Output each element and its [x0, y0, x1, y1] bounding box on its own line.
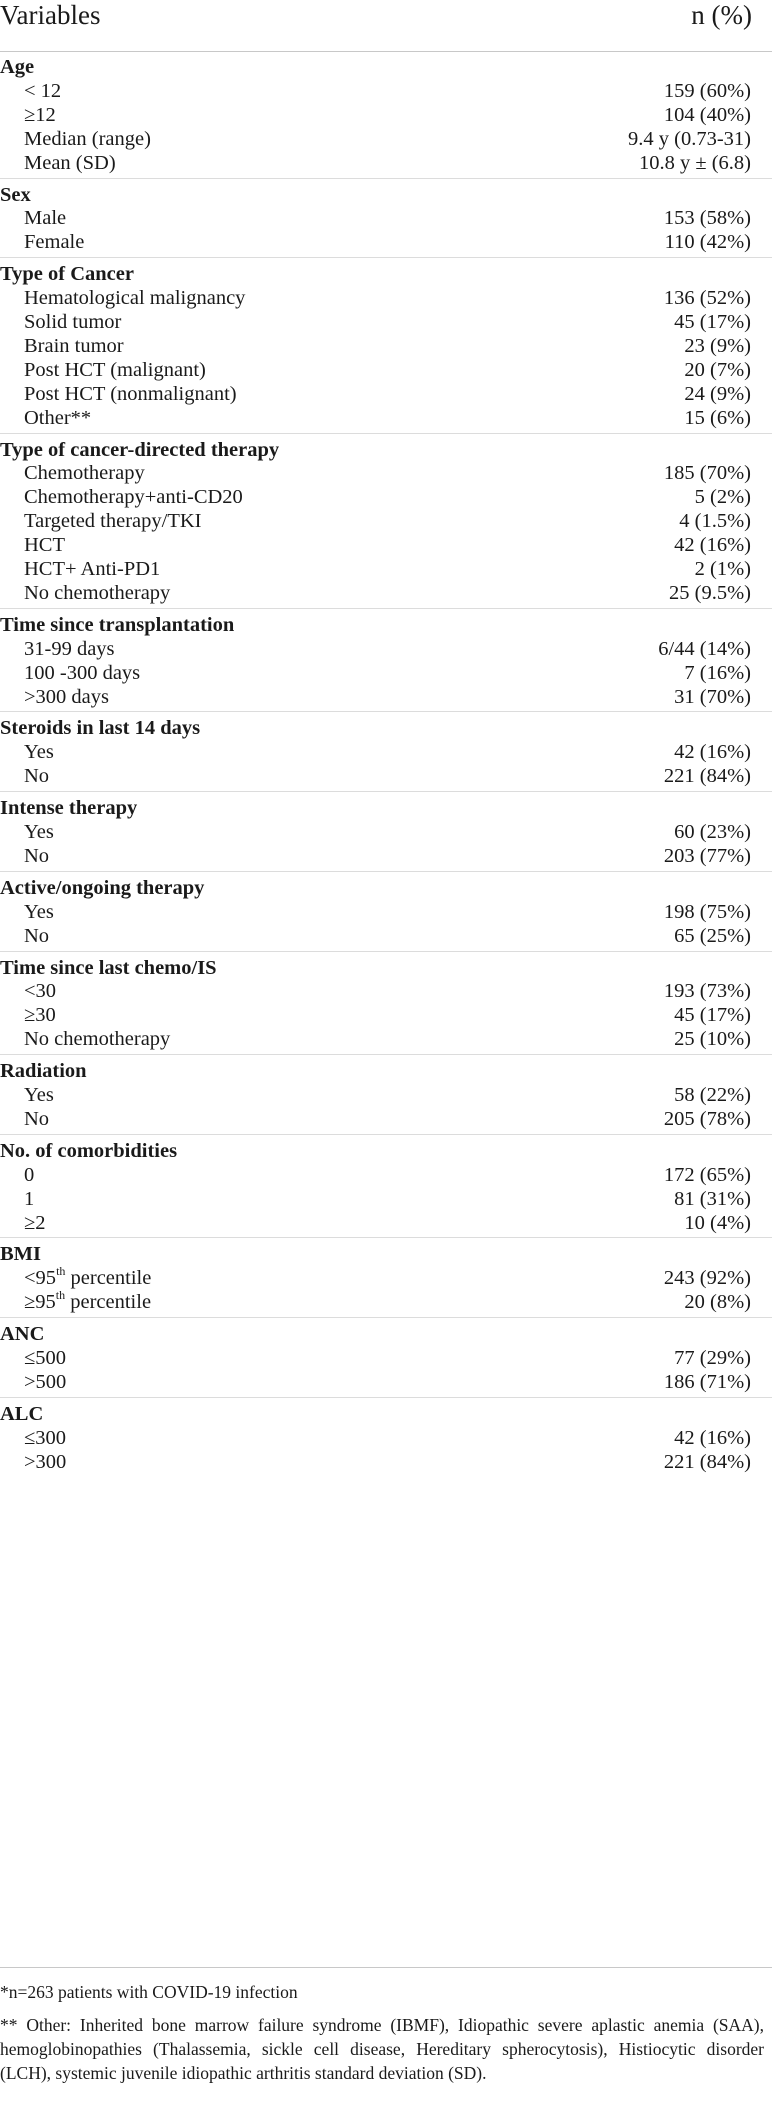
section-heading: BMI	[0, 1243, 41, 1266]
row-value: 159 (60%)	[663, 79, 751, 102]
table-row	[0, 577, 772, 609]
row-value: 42 (16%)	[674, 741, 751, 764]
row-label: Chemotherapy	[24, 462, 145, 485]
row-label: Post HCT (nonmalignant)	[24, 382, 237, 405]
row-value: 24 (9%)	[684, 382, 751, 405]
row-label: Solid tumor	[24, 311, 122, 333]
row-label	[24, 1286, 151, 1318]
variables-column-header: Variables	[0, 0, 101, 30]
row-value: 42 (16%)	[674, 1426, 751, 1449]
row-value: 110 (42%)	[664, 231, 751, 254]
row-label: Yes	[24, 821, 54, 843]
row-label: Yes	[24, 1084, 54, 1106]
row-label: Yes	[24, 900, 54, 923]
row-value: 6/44 (14%)	[658, 637, 751, 660]
row-value: 45 (17%)	[674, 1004, 751, 1027]
table-row	[0, 760, 772, 792]
row-label-superscript: th	[55, 1288, 66, 1303]
row-label-text: ≥95	[24, 1291, 56, 1314]
row-value: 25 (9.5%)	[669, 581, 751, 604]
row-value: 172 (65%)	[663, 1163, 751, 1186]
row-value: 193 (73%)	[663, 980, 751, 1003]
row-label: Male	[24, 207, 67, 230]
row-value: 15 (6%)	[684, 406, 751, 429]
section-heading: Time since transplantation	[0, 613, 235, 636]
row-label: 100 -300 days	[24, 661, 141, 684]
row-label: 0	[24, 1163, 35, 1186]
row-label: Yes	[24, 741, 54, 764]
footer-divider	[0, 1967, 772, 1968]
row-value: 42 (16%)	[674, 534, 751, 557]
section-heading: Steroids in last 14 days	[0, 717, 201, 740]
row-value: 4 (1.5%)	[679, 510, 751, 533]
row-label: No chemotherapy	[24, 1028, 171, 1051]
row-value: 203 (77%)	[663, 844, 751, 867]
row-value: 2 (1%)	[694, 558, 751, 580]
row-value: 186 (71%)	[663, 1370, 751, 1393]
row-value: 20 (7%)	[684, 358, 751, 381]
row-value: 221 (84%)	[663, 765, 751, 788]
row-label: Brain tumor	[24, 334, 124, 357]
table-row	[0, 1023, 772, 1055]
row-label: ≥30	[24, 1004, 56, 1027]
table-row	[0, 1366, 772, 1398]
row-label: No	[24, 765, 50, 788]
row-value: 153 (58%)	[663, 207, 751, 230]
row-label: ≥12	[24, 103, 56, 126]
section-heading: Active/ongoing therapy	[0, 876, 205, 899]
section-heading: Age	[0, 56, 35, 78]
row-label: No chemotherapy	[24, 581, 171, 604]
row-label: Mean (SD)	[24, 151, 116, 174]
row-value: 77 (29%)	[674, 1347, 751, 1369]
row-label-superscript: th	[56, 1264, 66, 1279]
row-label: < 12	[24, 79, 62, 102]
row-value: 25 (10%)	[674, 1028, 751, 1051]
row-value: 243 (92%)	[663, 1267, 751, 1290]
section-heading: Time since last chemo/IS	[0, 956, 217, 979]
section-heading: ALC	[0, 1402, 44, 1425]
row-label: 1	[24, 1187, 35, 1210]
table-row	[0, 1286, 772, 1318]
section-heading: Type of Cancer	[0, 263, 134, 286]
row-label: ≤300	[24, 1426, 67, 1449]
table-row	[0, 1446, 772, 1478]
table-header	[0, 0, 772, 52]
row-label: HCT	[24, 534, 65, 557]
row-value: 31 (70%)	[674, 685, 751, 708]
row-label: Hematological malignancy	[24, 287, 246, 310]
row-label: 31-99 days	[24, 637, 115, 660]
row-label: HCT+ Anti-PD1	[24, 558, 161, 580]
table-row	[0, 681, 772, 713]
row-label-suffix: percentile	[65, 1291, 152, 1314]
row-label: Other**	[24, 406, 92, 429]
row-label: Post HCT (malignant)	[24, 358, 206, 381]
row-value: 205 (78%)	[663, 1107, 751, 1130]
section-heading: Radiation	[0, 1060, 87, 1083]
row-value: 104 (40%)	[663, 103, 751, 126]
row-label: Chemotherapy+anti-CD20	[24, 486, 243, 509]
row-value: 198 (75%)	[663, 900, 751, 923]
row-value: 7 (16%)	[684, 661, 751, 684]
row-value: 136 (52%)	[663, 287, 751, 310]
row-value: 20 (8%)	[684, 1291, 751, 1314]
row-label: >300	[24, 1450, 67, 1473]
table-row	[0, 840, 772, 872]
row-label-text: <95	[24, 1267, 57, 1290]
row-label: Median (range)	[24, 127, 151, 150]
row-label: No	[24, 844, 50, 867]
row-label: <30	[24, 980, 57, 1003]
table-row	[0, 1207, 772, 1239]
table-row	[0, 1103, 772, 1135]
section-heading: Type of cancer-directed therapy	[0, 438, 280, 461]
row-label: No	[24, 924, 50, 947]
footnote-n: *n=263 patients with COVID-19 infection	[0, 1982, 298, 2002]
row-value: 221 (84%)	[663, 1450, 751, 1473]
footnote-other: ** Other: Inherited bone marrow failure syndrome (IBMF), Idiopathic severe aplastic anemia (SAA), hemoglobinopathies (Thalassemia, sickle cell disease, Hereditary spherocytosis), Histiocytic disorder (LCH), systemic juvenile idiopathic arthritis standard deviation (SD).	[0, 2015, 764, 2083]
row-value: 185 (70%)	[663, 462, 751, 485]
row-value: 9.4 y (0.73-31)	[628, 127, 751, 150]
row-label: >500	[24, 1370, 67, 1393]
table-row	[0, 147, 772, 179]
section-heading: ANC	[0, 1323, 45, 1346]
n-percent-column-header: n (%)	[691, 0, 752, 30]
row-label-suffix: percentile	[65, 1267, 152, 1290]
section-heading: No. of comorbidities	[0, 1139, 178, 1162]
row-label: >300 days	[24, 685, 110, 708]
row-label: Female	[24, 231, 85, 254]
row-value: 58 (22%)	[674, 1084, 751, 1106]
row-label: ≤500	[24, 1347, 67, 1369]
section-heading: Intense therapy	[0, 797, 138, 820]
table-row	[0, 920, 772, 952]
row-label: ≥2	[24, 1211, 46, 1234]
row-label: No	[24, 1107, 50, 1130]
row-value: 5 (2%)	[694, 486, 751, 509]
table-row	[0, 226, 772, 258]
row-value: 10 (4%)	[684, 1211, 751, 1234]
section-heading: Sex	[0, 183, 31, 206]
row-label: Targeted therapy/TKI	[24, 510, 202, 533]
table-row	[0, 402, 772, 434]
row-value: 60 (23%)	[674, 821, 751, 843]
row-value: 65 (25%)	[674, 924, 751, 947]
row-value: 23 (9%)	[684, 334, 751, 357]
row-value: 81 (31%)	[674, 1187, 751, 1210]
row-value: 10.8 y ± (6.8)	[638, 151, 751, 174]
row-value: 45 (17%)	[674, 311, 751, 333]
